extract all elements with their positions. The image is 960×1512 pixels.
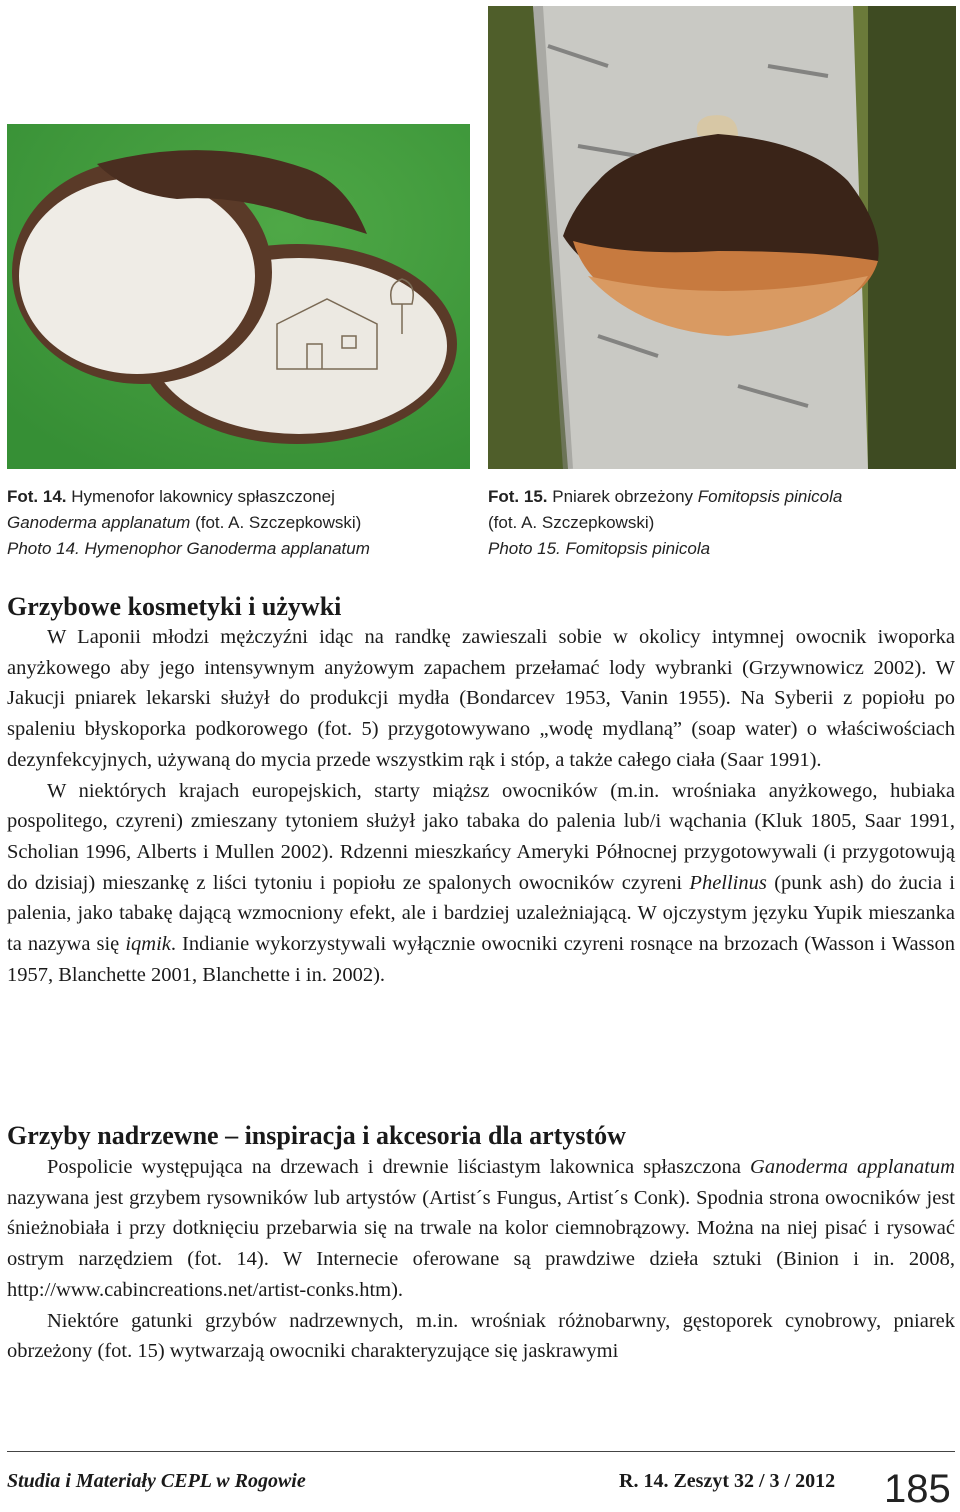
section-body-art: [7, 1152, 955, 1367]
caption-14-label: Fot. 14.: [7, 487, 67, 506]
paragraph: [7, 1152, 955, 1306]
paragraph: W Laponii młodzi mężczyźni idąc na randkę zawieszali sobie w okolicy intymnej owocnik iwoporka anyżkowego aby jego intensywnym anyżowym zapachem przełamać lody wybranki (Grzywnowicz 2002). W Jakucji pniarek lekarski służył do produkcji mydła (Bondarcev 1953, Vanin 1955). Na Syberii z popiołu po spaleniu błyskoporka podkorowego (fot. 5) przygotowywano „wodę mydlaną” (soap water) o właściwościach dezynfekcyjnych, używaną do mycia przede wszystkim rąk i stóp, a także całego ciała (Saar 1991).: [7, 626, 955, 771]
caption-14-text: Hymenofor lakownicy spłaszczonej: [66, 487, 335, 506]
caption-photo-15: [488, 484, 956, 562]
photo-ganoderma-applanatum: [7, 124, 470, 469]
paragraph-italic: Phellinus: [689, 871, 767, 894]
paragraph-text: (punk ash) do żucia i palenia, jako tabakę dającą wzmocniony efekt, ale i bardziej uzależniającą. W ojczystym języku Yupik mieszanka ta nazywa się: [7, 871, 955, 956]
caption-14-species: Ganoderma applanatum: [7, 513, 191, 532]
photo-fomitopsis-pinicola: [488, 6, 956, 469]
footer-issue: R. 14. Zeszyt 32 / 3 / 2012: [619, 1470, 836, 1492]
paragraph-text: Pospolicie występująca na drzewach i drewnie liściastym lakownica spłaszczona: [47, 1156, 751, 1178]
footer-rule: [7, 1451, 955, 1452]
caption-15-species: Fomitopsis pinicola: [697, 487, 843, 506]
photo-fomitopsis-illustration: [488, 6, 956, 469]
caption-15-text: Pniarek obrzeżony: [547, 487, 698, 506]
section-body-cosmetics: [7, 622, 955, 990]
paragraph-text: . Indianie wykorzystywali wyłącznie owocniki czyreni rosnące na brzozach (Wasson i Wasson 1957, Blanchette 2001, Blanchette i in. 2002).: [7, 933, 955, 986]
caption-15-photo-line: Photo 15. Fomitopsis pinicola: [488, 539, 711, 558]
caption-photo-14: [7, 484, 477, 562]
paragraph-italic: iqmik: [125, 933, 171, 956]
photo-ganoderma-illustration: [7, 124, 470, 469]
footer-journal: Studia i Materiały CEPL w Rogowie: [7, 1470, 306, 1492]
caption-14-photo-line: Photo 14. Hymenophor Ganoderma applanatum: [7, 539, 370, 558]
page-number: 185: [884, 1467, 951, 1511]
paragraph: [7, 776, 955, 991]
paragraph: Niektóre gatunki grzybów nadrzewnych, m.in. wrośniak różnobarwny, gęstoporek cynobrowy, pniarek obrzeżony (fot. 15) wytwarzają owocniki charakteryzujące się jaskrawymi: [7, 1309, 955, 1363]
paragraph-italic: Ganoderma applanatum: [750, 1156, 955, 1178]
caption-14-credit: (fot. A. Szczepkowski): [190, 513, 362, 532]
section-heading-cosmetics: Grzybowe kosmetyki i używki: [7, 592, 342, 621]
caption-15-credit: (fot. A. Szczepkowski): [488, 513, 655, 532]
section-heading-art: Grzyby nadrzewne – inspiracja i akcesoria dla artystów: [7, 1121, 626, 1150]
caption-15-label: Fot. 15.: [488, 487, 548, 506]
paragraph-text: W niektórych krajach europejskich, starty miąższ owocników (m.in. wrośniaka anyżkowego, hubiaka pospolitego, czyreni) zmieszany tytoniem służył jako tabaka do palenia lub/i wąchania (Kluk 1805, Saar 1991, Scholian 1996, Alberts i Mullen 2002). Rdzenni mieszkańcy Ameryki Północnej przygotowywali (i przygotowują do dzisiaj) mieszankę z liści tytoniu i popiołu ze spalonych owocników czyreni: [7, 779, 955, 894]
paragraph-text: nazywana jest grzybem rysowników lub artystów (Artist´s Fungus, Artist´s Conk). Spodnia strona owocników jest śnieżnobiała i przy dotknięciu przebarwia się na trwale na kolor ciemnobrązowy. Można na niej pisać i rysować ostrym narzędziem (fot. 14). W Internecie oferowane są prawdziwe dzieła sztuki (Binion i in. 2008, http://www.cabincreations.net/artist-conks.htm).: [7, 1186, 955, 1301]
